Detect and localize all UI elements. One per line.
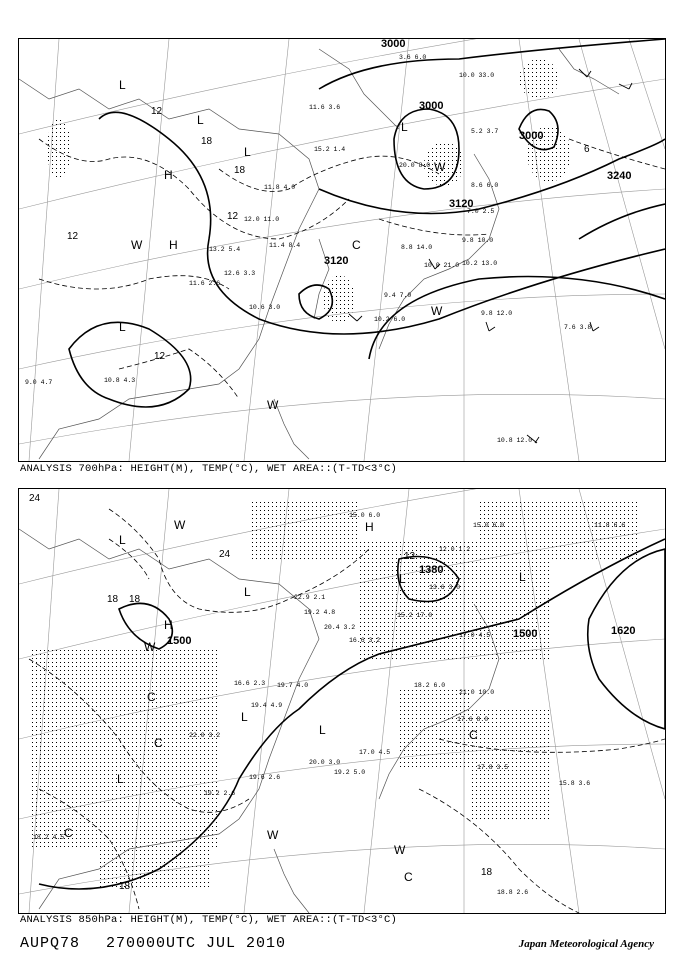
station-value: 19.2 2.6 [204, 790, 236, 797]
chart-caption-700hpa: ANALYSIS 700hPa: HEIGHT(M), TEMP(°C), WET AREA::(T-TD<3°C) [20, 463, 398, 475]
low-center-label: L [244, 145, 251, 159]
station-value: 9.8 12.0 [481, 310, 513, 317]
station-value: 15.0 6.0 [473, 522, 505, 529]
station-value: 22.0 3.2 [189, 732, 221, 739]
station-value: 10.8 12.0 [497, 437, 533, 444]
low-center-label: L [117, 772, 124, 786]
isotherm-label: 6 [584, 144, 590, 155]
station-value: 20.0 8.0 [399, 162, 431, 169]
product-code: AUPQ78 [20, 935, 81, 952]
station-value: 7.0 2.5 [467, 208, 495, 215]
station-value: 11.4 8.4 [269, 242, 301, 249]
station-value: 20.4 3.2 [324, 624, 356, 631]
station-value: 17.8 3.5 [477, 764, 509, 771]
station-value: 13.6 3.0 [429, 584, 461, 591]
station-value: 9.4 7.0 [384, 292, 412, 299]
station-value: 19.2 5.0 [334, 769, 366, 776]
station-value: 18.2 6.0 [414, 682, 446, 689]
station-value: 10.8 4.3 [104, 377, 136, 384]
map-panel-700hpa [18, 38, 666, 462]
low-center-label: L [244, 585, 251, 599]
isotherms [39, 139, 665, 399]
station-value: 3.6 6.0 [399, 54, 427, 61]
station-value: 20.0 3.0 [309, 759, 341, 766]
map-canvas-700hpa [19, 39, 665, 461]
station-value: 15.0 6.0 [349, 512, 381, 519]
station-value: 10.2 13.0 [462, 260, 498, 267]
station-value: 19.6 2.6 [249, 774, 281, 781]
cold-center-label: C [64, 826, 73, 840]
station-value: 11.6 3.6 [309, 104, 341, 111]
contour-label: 3000 [419, 100, 444, 112]
isotherm-label: 18 [119, 881, 131, 892]
isotherm-label: 18 [107, 594, 119, 605]
station-value: 15.2 1.4 [314, 146, 346, 153]
contour-label: 3120 [324, 255, 349, 267]
station-value: 17.0 4.5 [359, 749, 391, 756]
contour-label: 1500 [513, 628, 538, 640]
station-value: 19.4 4.9 [251, 702, 283, 709]
station-value: 17.0 4.5 [459, 632, 491, 639]
low-center-label: L [119, 320, 126, 334]
station-value: 9.8 10.0 [462, 237, 494, 244]
map-canvas-850hpa [19, 489, 665, 913]
station-value: 8.8 14.0 [401, 244, 433, 251]
contour-label: 3000 [519, 130, 544, 142]
low-center-label: L [119, 78, 126, 92]
station-value: 13.2 5.4 [209, 246, 241, 253]
station-value: 22.9 2.1 [294, 594, 326, 601]
contour-label: 1620 [611, 625, 636, 637]
low-center-label: L [241, 710, 248, 724]
station-value: 7.6 3.8 [564, 324, 592, 331]
station-value: 12.0 1.2 [439, 546, 471, 553]
high-center-label: H [164, 168, 173, 182]
cold-center-label: C [352, 238, 361, 252]
isotherm-label: 12 [227, 211, 239, 222]
isotherm-label: 24 [29, 493, 41, 504]
station-value: 16.6 3.2 [349, 637, 381, 644]
low-center-label: L [197, 113, 204, 127]
contour-label: 1380 [419, 564, 444, 576]
station-value: 9.0 4.7 [25, 379, 53, 386]
warm-center-label: W [394, 843, 406, 857]
wet-areas [29, 499, 639, 889]
agency-name: Japan Meteorological Agency [518, 938, 654, 950]
high-center-label: H [164, 618, 173, 632]
contour-label: 3240 [607, 170, 632, 182]
isotherm-label: 12 [404, 551, 416, 562]
station-value: 5.2 3.7 [471, 128, 499, 135]
wet-areas [47, 59, 571, 323]
isotherm-label: 12 [67, 231, 79, 242]
station-value: 10.0 33.0 [459, 72, 495, 79]
contour-label: 1500 [167, 635, 192, 647]
low-center-label: L [319, 723, 326, 737]
station-value: 11.8 4.0 [264, 184, 296, 191]
station-value: 18.8 2.6 [497, 889, 529, 896]
high-center-label: H [169, 238, 178, 252]
warm-center-label: W [131, 238, 143, 252]
station-value: 16.6 2.3 [234, 680, 266, 687]
contour-label: 3000 [381, 39, 406, 50]
station-value: 11.8 6.6 [594, 522, 626, 529]
isotherm-label: 18 [481, 867, 493, 878]
station-value: 17.6 8.0 [457, 716, 489, 723]
station-value: 19.2 4.8 [304, 609, 336, 616]
chart-caption-850hpa: ANALYSIS 850hPa: HEIGHT(M), TEMP(°C), WET AREA::(T-TD<3°C) [20, 914, 398, 926]
cold-center-label: C [154, 736, 163, 750]
isotherm-labels [67, 106, 590, 362]
product-header [20, 935, 312, 952]
isotherm-label: 24 [219, 549, 231, 560]
cold-center-label: C [469, 728, 478, 742]
station-value: 19.7 4.0 [277, 682, 309, 689]
station-value: 18.2 4.5 [33, 834, 65, 841]
isotherm-label: 18 [234, 165, 246, 176]
map-panel-850hpa [18, 488, 666, 914]
warm-center-label: W [431, 304, 443, 318]
contour-label: 3120 [449, 198, 474, 210]
isotherm-label: 12 [151, 106, 163, 117]
warm-center-label: W [144, 640, 156, 654]
isotherm-label: 18 [201, 136, 213, 147]
station-value: 12.6 3.3 [224, 270, 256, 277]
low-center-label: L [399, 572, 406, 586]
warm-center-label: W [174, 518, 186, 532]
station-value: 8.6 6.0 [471, 182, 499, 189]
station-value: 10.6 3.0 [249, 304, 281, 311]
station-value: 10.2 6.0 [374, 316, 406, 323]
station-value: 10.0 21.0 [424, 262, 460, 269]
warm-center-label: W [267, 828, 279, 842]
station-value: 15.8 3.6 [559, 780, 591, 787]
low-center-label: L [401, 120, 408, 134]
low-center-label: L [519, 570, 526, 584]
low-center-label: L [119, 533, 126, 547]
high-center-label: H [365, 520, 374, 534]
graticule [19, 39, 665, 461]
isotherm-label: 18 [129, 594, 141, 605]
station-value: 15.2 17.0 [397, 612, 433, 619]
warm-center-label: W [267, 398, 279, 412]
valid-time: 270000UTC JUL 2010 [106, 935, 287, 952]
cold-center-label: C [147, 690, 156, 704]
station-value: 12.0 11.0 [244, 216, 280, 223]
warm-center-label: W [434, 160, 446, 174]
isotherm-label: 12 [154, 351, 166, 362]
station-value: 21.0 10.0 [459, 689, 495, 696]
cold-center-label: C [404, 870, 413, 884]
station-value: 11.6 2.6 [189, 280, 221, 287]
